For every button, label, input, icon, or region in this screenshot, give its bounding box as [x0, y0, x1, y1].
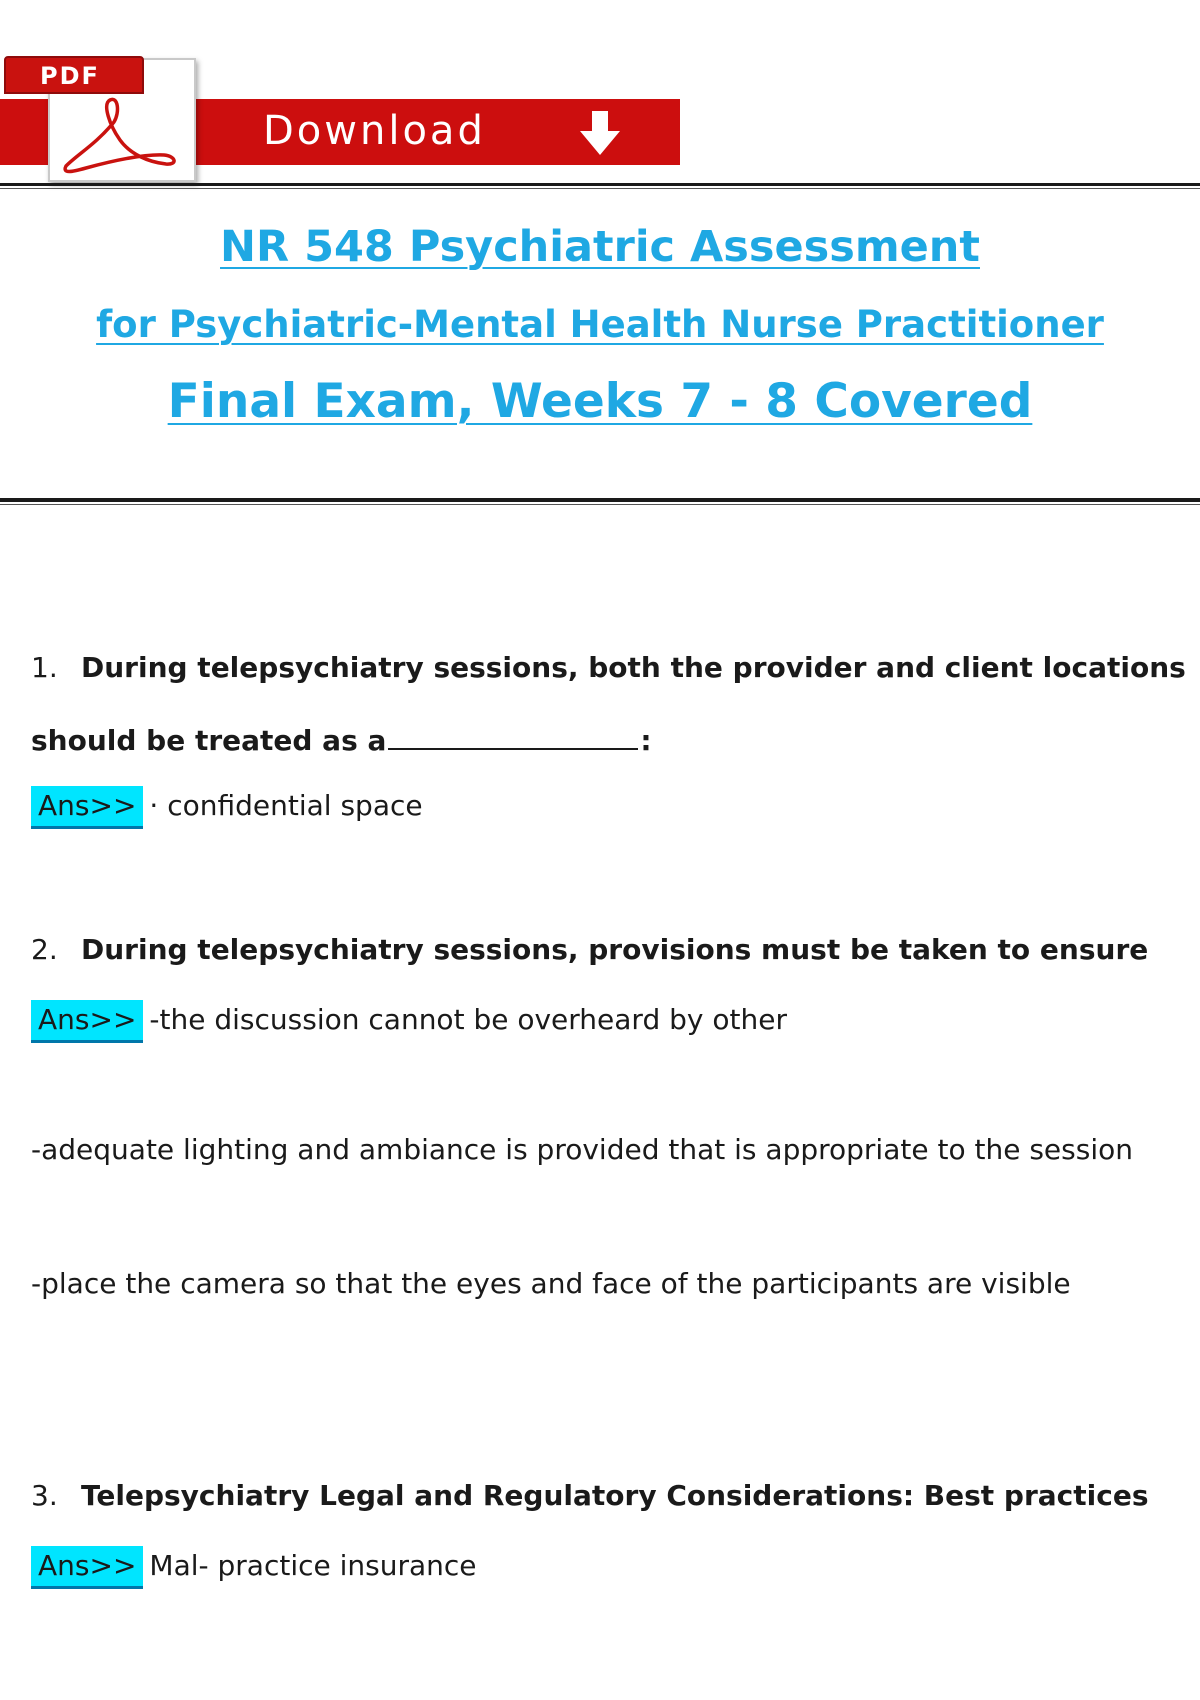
question-3	[31, 1478, 1149, 1514]
bottom-rule-thin	[0, 504, 1200, 505]
bottom-rule	[0, 498, 1200, 502]
answer-3	[31, 1546, 477, 1589]
question-text-end: :	[640, 724, 652, 757]
answer-label: Ans>>	[31, 1000, 143, 1043]
acrobat-logo-icon	[56, 92, 186, 176]
answer-text: · confidential space	[149, 789, 423, 822]
answer-2	[31, 1000, 787, 1043]
question-text: Telepsychiatry Legal and Regulatory Considerations: Best practices	[81, 1479, 1149, 1512]
title-line-1[interactable]: NR 548 Psychiatric Assessment	[220, 222, 980, 272]
title-line-2[interactable]: for Psychiatric-Mental Health Nurse Practitioner	[96, 303, 1104, 346]
top-rule-thin	[0, 188, 1200, 189]
answer-blank	[388, 720, 638, 750]
pdf-tag	[4, 56, 144, 94]
answer-text: Mal- practice insurance	[149, 1549, 477, 1582]
question-1-continued	[31, 720, 652, 759]
pdf-file-icon[interactable]	[4, 52, 192, 182]
question-number: 3.	[31, 1479, 58, 1512]
question-number: 1.	[31, 651, 58, 684]
answer-label: Ans>>	[31, 1546, 143, 1589]
question-2	[31, 932, 1148, 968]
download-label: Download	[263, 108, 486, 154]
question-text: During telepsychiatry sessions, both the provider and client locations	[81, 651, 1186, 684]
top-rule	[0, 183, 1200, 186]
question-number: 2.	[31, 933, 58, 966]
answer-1	[31, 786, 423, 829]
down-arrow-icon	[574, 109, 626, 157]
question-text: During telepsychiatry sessions, provisions must be taken to ensure	[81, 933, 1149, 966]
answer-text: -the discussion cannot be overheard by other	[149, 1003, 787, 1036]
pdf-tag-text: PDF	[40, 62, 100, 90]
answer-2-line-3: -place the camera so that the eyes and face of the participants are visible	[31, 1267, 1071, 1300]
answer-2-line-2: -adequate lighting and ambiance is provided that is appropriate to the session	[31, 1133, 1133, 1166]
answer-label: Ans>>	[31, 786, 143, 829]
question-1	[31, 650, 1186, 686]
question-text: should be treated as a	[31, 724, 387, 757]
title-line-3[interactable]: Final Exam, Weeks 7 - 8 Covered	[167, 374, 1033, 429]
